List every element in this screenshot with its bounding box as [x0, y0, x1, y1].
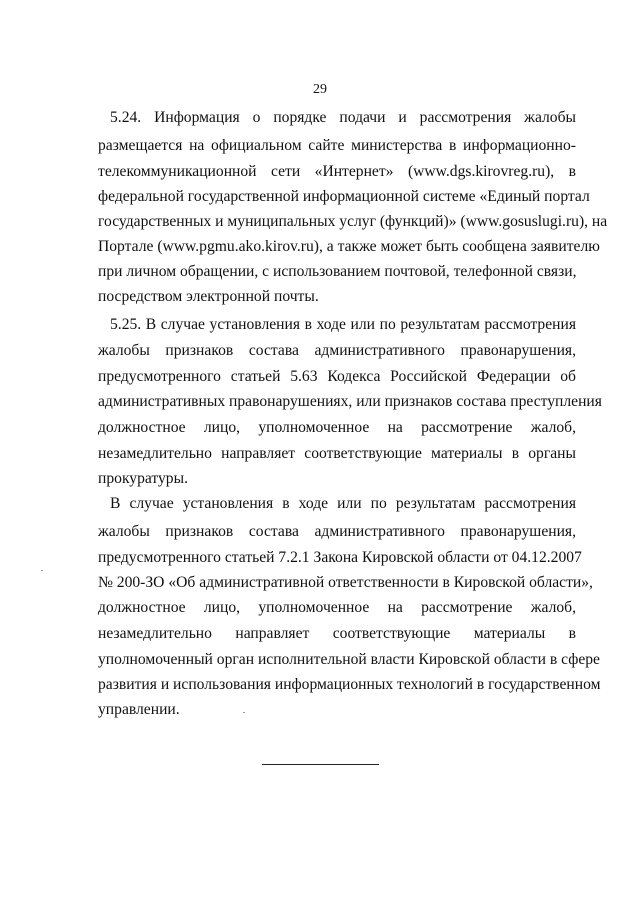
- paragraph-5-24-line: федеральной государственной информационной системе «Единый портал: [98, 188, 590, 205]
- scan-speck: [243, 712, 245, 713]
- paragraph-5-24-line: посредством электронной почты.: [98, 288, 319, 305]
- paragraph-5-25-line: 5.25. В случае установления в ходе или по результатам рассмотрения: [110, 316, 576, 333]
- paragraph-regional-line: № 200-ЗО «Об административной ответственности в Кировской области»,: [98, 574, 593, 591]
- scan-speck: [41, 570, 43, 571]
- paragraph-5-24-line: Портале (www.pgmu.ako.kirov.ru), а также может быть сообщена заявителю: [98, 238, 600, 255]
- paragraph-5-25-line: должностное лицо, уполномоченное на рассмотрение жалоб,: [98, 419, 576, 436]
- paragraph-regional-line: незамедлительно направляет соответствующие материалы в: [98, 625, 576, 642]
- paragraph-regional-line: жалобы признаков состава административного правонарушения,: [98, 523, 576, 540]
- page-number: 29: [313, 82, 327, 97]
- paragraph-5-25-line: административных правонарушениях, или признаков состава преступления: [98, 393, 602, 410]
- closing-separator-line: [262, 764, 379, 765]
- paragraph-5-25-line: предусмотренного статьей 5.63 Кодекса Российской Федерации об: [98, 368, 576, 385]
- paragraph-regional-line: предусмотренного статьей 7.2.1 Закона Кировской области от 04.12.2007: [98, 549, 582, 566]
- paragraph-5-25-line: жалобы признаков состава административного правонарушения,: [98, 342, 576, 359]
- paragraph-regional-line: уполномоченный орган исполнительной власти Кировской области в сфере: [98, 651, 600, 668]
- paragraph-5-24-line: 5.24. Информация о порядке подачи и рассмотрения жалобы: [110, 109, 576, 126]
- paragraph-5-24-line: государственных и муниципальных услуг (функций)» (www.gosuslugi.ru), на: [98, 213, 608, 230]
- paragraph-5-24-line: размещается на официальном сайте министерства в информационно-: [98, 137, 576, 154]
- paragraph-5-24-line: телекоммуникационной сети «Интернет» (www.dgs.kirovreg.ru), в: [98, 163, 576, 180]
- paragraph-5-25-line: незамедлительно направляет соответствующие материалы в органы: [98, 445, 576, 462]
- paragraph-regional-line: В случае установления в ходе или по результатам рассмотрения: [110, 495, 576, 512]
- paragraph-regional-line: должностное лицо, уполномоченное на рассмотрение жалоб,: [98, 599, 576, 616]
- paragraph-5-25-line: прокуратуры.: [98, 470, 188, 487]
- paragraph-regional-line: развития и использования информационных технологий в государственном: [98, 676, 601, 693]
- paragraph-regional-line: управлении.: [98, 701, 180, 718]
- paragraph-5-24-line: при личном обращении, с использованием почтовой, телефонной связи,: [98, 263, 577, 280]
